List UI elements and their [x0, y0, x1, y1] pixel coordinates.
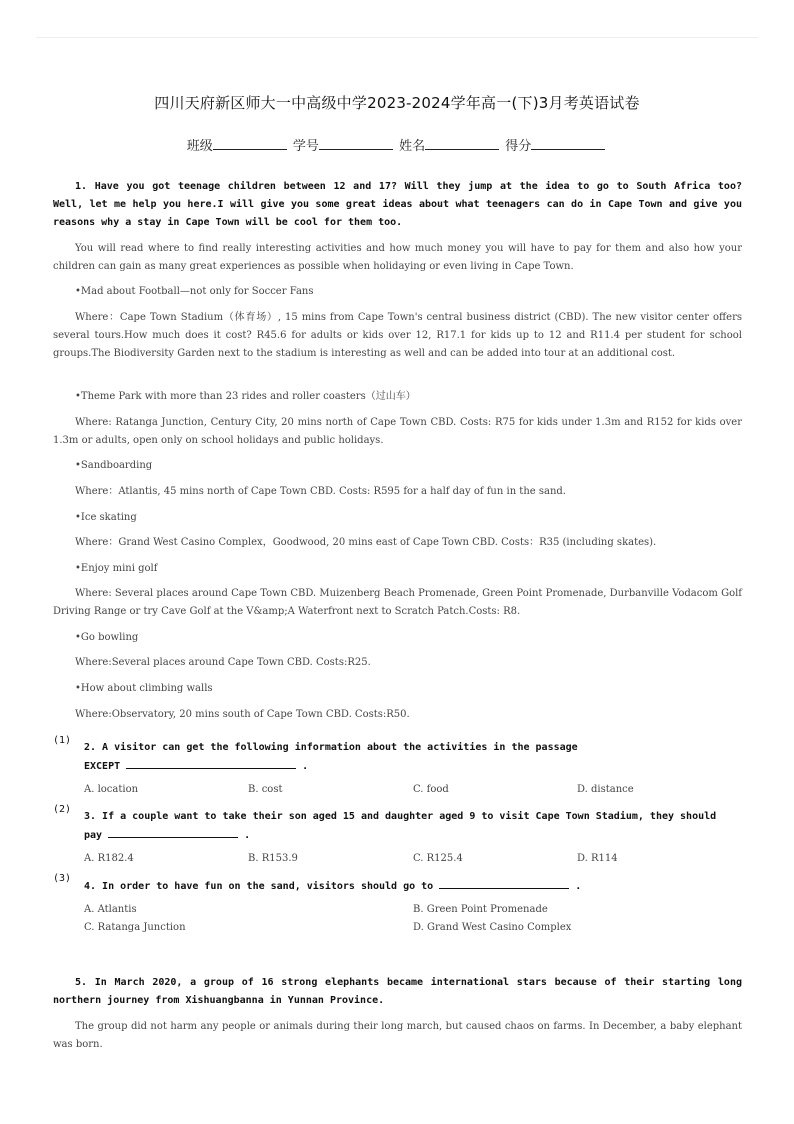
option-b[interactable]: B. R153.9 [248, 853, 298, 864]
score-blank[interactable] [531, 137, 605, 150]
option-b[interactable]: B. cost [248, 784, 283, 795]
activity-detail-climbing: Where:Observatory, 20 mins south of Cape Town CBD. Costs:R50. [75, 709, 410, 720]
activity-detail-football: Where：Cape Town Stadium（体育场）, 15 mins from Cape Town's central business district (CBD). The new visitor center offers several tours.How much does it cost? R45.6 for adults or kids over 12, R17.1 for kids up to 12 and R11.4 per student for school groups.The Biodiversity Garden next to the stadium is interesting as well and can be added into tour at an additional cost. [53, 312, 742, 359]
question-1-except: EXCEPT [84, 761, 127, 772]
student-id-label: 学号 [292, 139, 319, 154]
activity-heading-sandboarding: •Sandboarding [75, 460, 153, 471]
option-b[interactable]: B. Green Point Promenade [413, 904, 548, 915]
student-id-blank[interactable] [319, 137, 393, 150]
question-1-text [84, 739, 734, 776]
class-label: 班级 [186, 139, 213, 154]
option-a[interactable]: A. Atlantis [84, 904, 137, 915]
activity-heading-ice-skating: •Ice skating [75, 512, 137, 523]
passage2-stem: 5. In March 2020, a group of 16 strong elephants became international stars because of their starting long northern journey from Xishuangbanna in Yunnan Province. [53, 977, 742, 1006]
question-2-text [84, 808, 734, 845]
option-a[interactable]: A. location [84, 784, 139, 795]
activity-detail-bowling: Where:Several places around Cape Town CBD. Costs:R25. [75, 657, 371, 668]
student-info-line [0, 135, 794, 154]
question-3-line1 [84, 877, 734, 896]
passage2-paragraph: The group did not harm any people or animals during their long march, but caused chaos on farms. In December, a baby elephant was born. [53, 1021, 742, 1050]
option-d[interactable]: D. R114 [577, 853, 618, 864]
question-3-period: . [569, 881, 582, 892]
option-d[interactable]: D. Grand West Casino Complex [413, 922, 572, 933]
activity-heading-football: •Mad about Football—not only for Soccer Fans [75, 286, 314, 297]
answer-blank[interactable] [439, 877, 569, 889]
activity-heading-bowling: •Go bowling [75, 632, 139, 643]
activity-heading-theme-park: •Theme Park with more than 23 rides and roller coasters（过山车） [75, 391, 416, 402]
question-number: (1) [53, 735, 72, 746]
option-c[interactable]: C. Ratanga Junction [84, 922, 186, 933]
option-d[interactable]: D. distance [577, 784, 634, 795]
activity-detail-theme-park: Where: Ratanga Junction, Century City, 20 mins north of Cape Town CBD. Costs: R75 for kids under 1.3m and R152 for kids over 1.3m or adults, open only on school holidays and public holidays. [53, 417, 742, 446]
answer-blank[interactable] [126, 757, 296, 769]
question-3-text [84, 877, 734, 896]
question-2-line2 [84, 826, 734, 845]
question-number: (3) [53, 873, 72, 884]
activity-heading-climbing: •How about climbing walls [75, 683, 213, 694]
exam-title: 四川天府新区师大一中高级中学2023-2024学年高一(下)3月考英语试卷 [154, 94, 640, 112]
activity-detail-sandboarding: Where：Atlantis, 45 mins north of Cape Town CBD. Costs: R595 for a half day of fun in the sand. [75, 486, 566, 497]
option-c[interactable]: C. R125.4 [413, 853, 463, 864]
question-2-line1: 3. If a couple want to take their son aged 15 and daughter aged 9 to visit Cape Town Stadium, they should [84, 811, 717, 822]
option-a[interactable]: A. R182.4 [84, 853, 134, 864]
question-1-line2 [84, 757, 734, 776]
question-2-period: . [238, 830, 251, 841]
activity-detail-ice-skating: Where：Grand West Casino Complex，Goodwood, 20 mins east of Cape Town CBD. Costs：R35 (including skates). [75, 537, 657, 548]
answer-blank[interactable] [108, 826, 238, 838]
score-label: 得分 [505, 139, 532, 154]
activity-detail-mini-golf: Where: Several places around Cape Town CBD. Muizenberg Beach Promenade, Green Point Promenade, Durbanville Vodacom Golf Driving Range or try Cave Golf at the V&amp;A Waterfront next to Scratch Patch.Costs: R8. [53, 588, 742, 617]
name-label: 姓名 [399, 139, 426, 154]
top-divider [36, 37, 758, 38]
question-number: (2) [53, 804, 72, 815]
question-3-prompt: 4. In order to have fun on the sand, visitors should go to [84, 881, 440, 892]
name-blank[interactable] [425, 137, 499, 150]
passage1-stem: 1. Have you got teenage children between 12 and 17? Will they jump at the idea to go to South Africa too? Well, let me help you here.I will give you some great ideas about what teenagers can do in Cape Town and give you reasons why a stay in Cape Town will be cool for them too. [53, 181, 742, 228]
option-c[interactable]: C. food [413, 784, 449, 795]
question-1-line1: 2. A visitor can get the following information about the activities in the passage [84, 742, 578, 753]
activity-heading-mini-golf: •Enjoy mini golf [75, 563, 158, 574]
question-1-period: . [296, 761, 309, 772]
question-2-pay: pay [84, 830, 109, 841]
class-blank[interactable] [213, 137, 287, 150]
passage1-intro: You will read where to find really interesting activities and how much money you will have to pay for them and also how your children can gain as many great experiences as possible when holidaying or even living in Cape Town. [53, 243, 742, 272]
